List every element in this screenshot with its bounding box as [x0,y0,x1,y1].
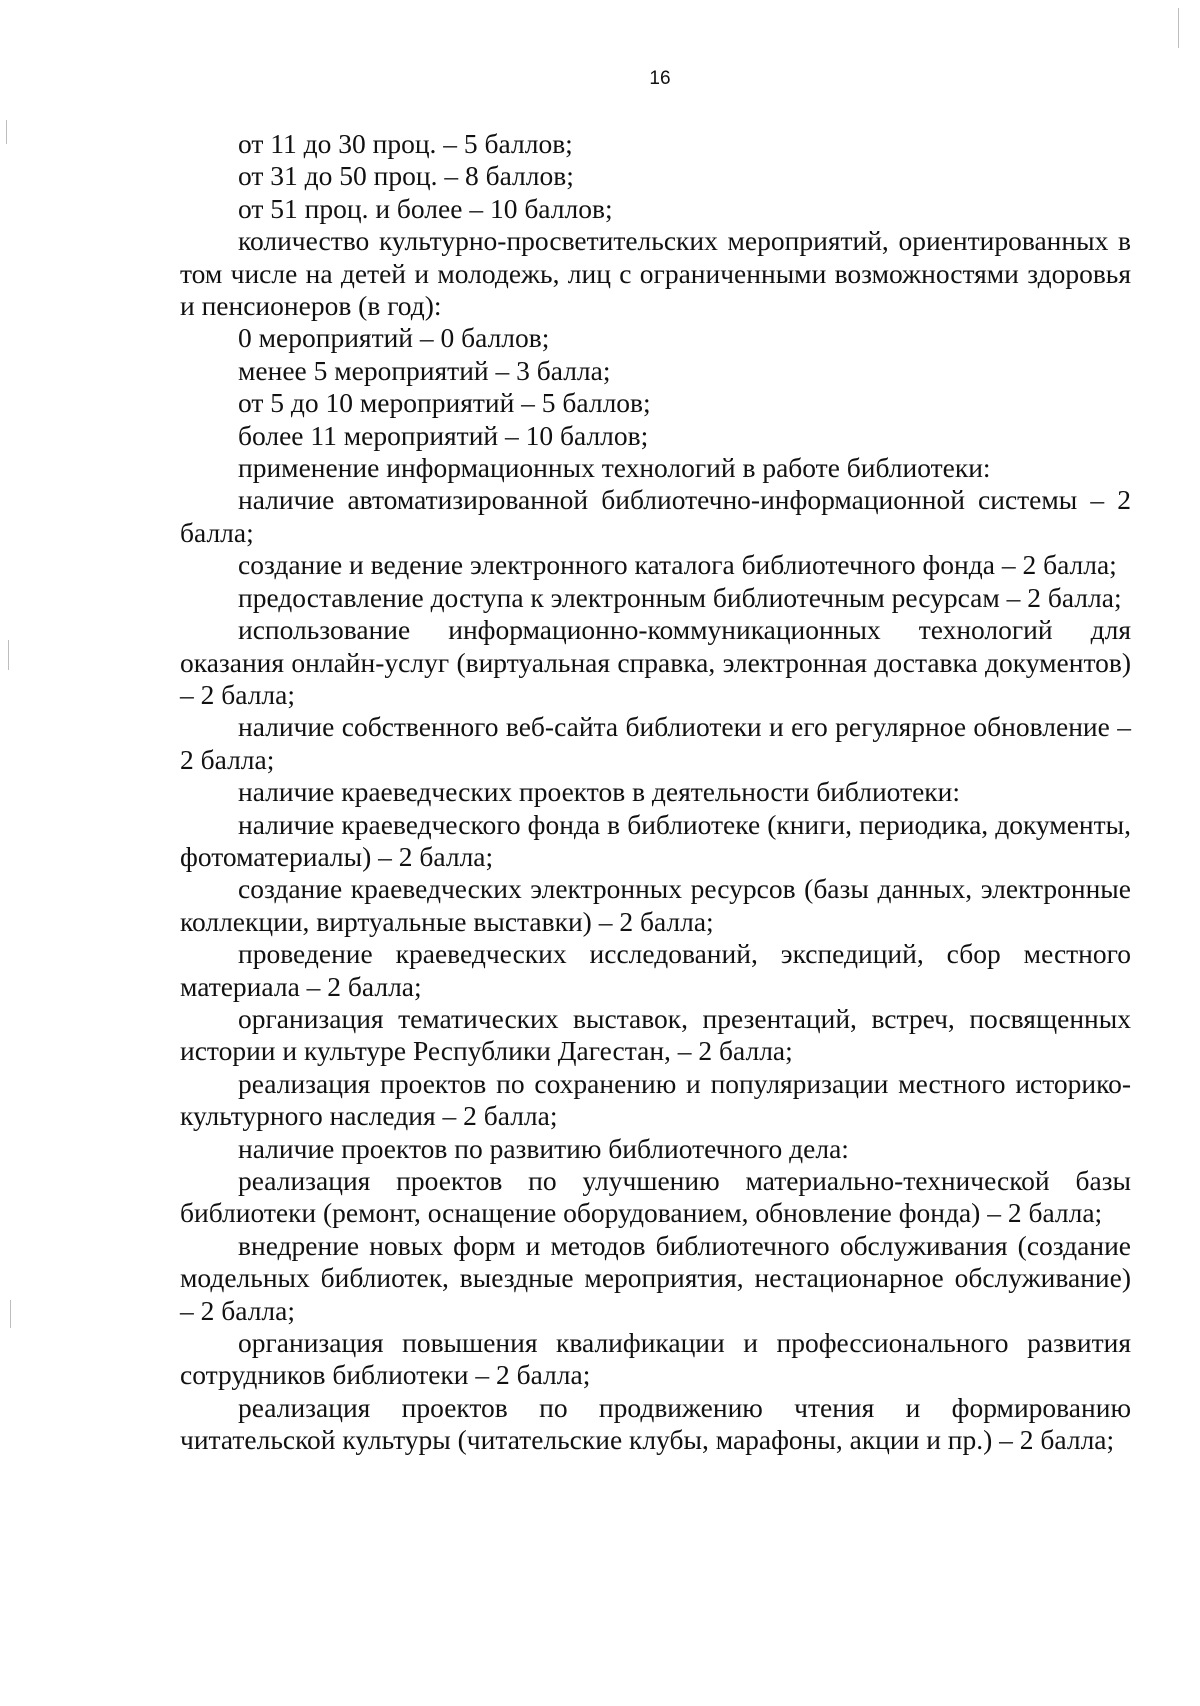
paragraph: применение информационных технологий в работе библиотеки: [238,452,991,484]
paragraph: реализация проектов по сохранению и популяризации местного историко-культурного наследия – 2 балла; [180,1067,1131,1132]
scan-edge-mark [8,640,9,670]
paragraph: реализация проектов по улучшению материально-технической базы библиотеки (ремонт, оснащение оборудованием, обновление фонда) – 2 балла; [180,1165,1131,1229]
paragraph: от 5 до 10 мероприятий – 5 баллов; [238,387,651,419]
paragraph: наличие краеведческих проектов в деятельности библиотеки: [238,776,961,808]
paragraph: более 11 мероприятий – 10 баллов; [238,419,649,451]
paragraph: наличие краеведческого фонда в библиотеке (книги, периодика, документы, фотоматериалы) – 2 балла; [180,808,1131,872]
page-number: 16 [649,68,671,89]
paragraph: создание и ведение электронного каталога библиотечного фонда – 2 балла; [238,549,1117,581]
paragraph: организация тематических выставок, презентаций, встреч, посвященных истории и культуре Республики Дагестан, – 2 балла; [180,1002,1131,1067]
paragraph: от 51 проц. и более – 10 баллов; [238,192,613,224]
paragraph: 0 мероприятий – 0 баллов; [238,322,550,354]
paragraph: создание краеведческих электронных ресурсов (базы данных, электронные коллекции, виртуальные выставки) – 2 балла; [180,873,1131,937]
paragraph: наличие проектов по развитию библиотечного дела: [238,1132,849,1164]
paragraph: от 11 до 30 проц. – 5 баллов; [238,128,573,159]
scan-edge-mark [6,120,7,144]
paragraph: предоставление доступа к электронным библиотечным ресурсам – 2 балла; [238,581,1122,613]
paragraph: менее 5 мероприятий – 3 балла; [238,354,611,386]
paragraph: количество культурно-просветительских мероприятий, ориентированных в том числе на детей и молодежь, лиц с ограниченными возможностями здоровья и пенсионеров (в год): [180,225,1131,322]
paragraph: внедрение новых форм и методов библиотечного обслуживания (создание модельных библиотек, выездные мероприятия, нестационарное обслуживание) – 2 балла; [180,1229,1131,1326]
paragraph: от 31 до 50 проц. – 8 баллов; [238,160,574,192]
paragraph: проведение краеведческих исследований, экспедиций, сбор местного материала – 2 балла; [180,938,1131,1002]
paragraph: наличие собственного веб-сайта библиотеки и его регулярное обновление – 2 балла; [180,711,1131,775]
paragraph: реализация проектов по продвижению чтения и формированию читательской культуры (читательские клубы, марафоны, акции и пр.) – 2 балла; [180,1391,1131,1456]
paragraph: организация повышения квалификации и профессионального развития сотрудников библиотеки – 2 балла; [180,1327,1131,1391]
document-body [180,128,1131,1457]
scan-edge-mark [10,1300,11,1328]
scan-edge-mark [1178,8,1179,48]
paragraph: наличие автоматизированной библиотечно-информационной системы – 2 балла; [180,484,1131,548]
paragraph: использование информационно-коммуникационных технологий для оказания онлайн-услуг (виртуальная справка, электронная доставка документов) – 2 балла; [180,614,1131,710]
